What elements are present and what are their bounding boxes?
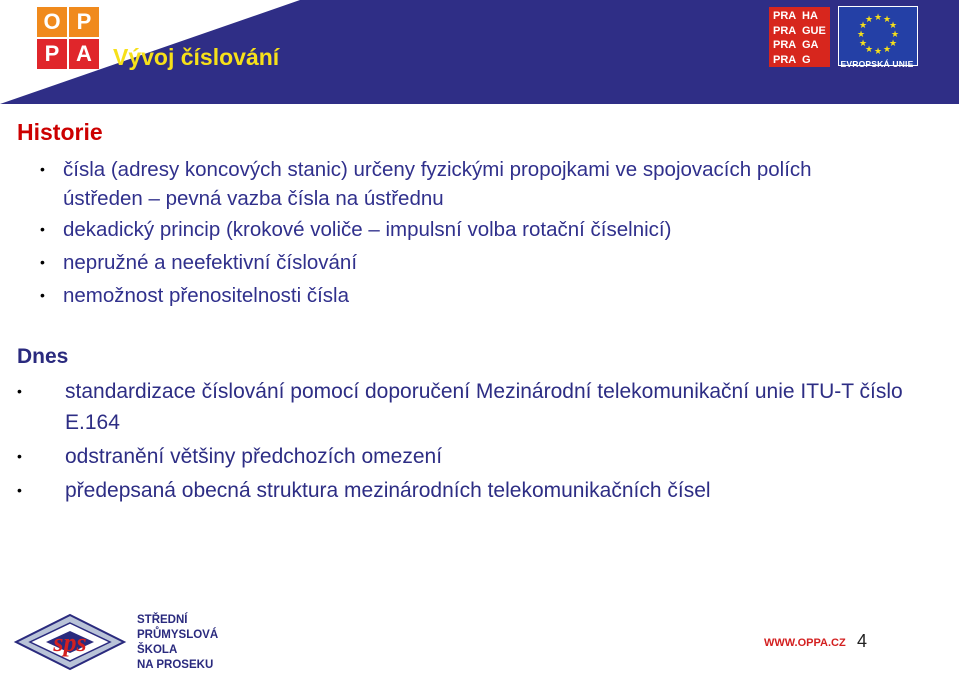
list-item-text: nepružné a neefektivní číslování: [63, 251, 358, 274]
list-item-text: čísla (adresy koncových stanic) určeny fyzickými propojkami ve spojovacích polích ústředen – pevná vazba čísla na ústřednu: [63, 158, 812, 210]
svg-text:★: ★: [882, 45, 892, 55]
footer-url-link[interactable]: WWW.OPPA.CZ: [764, 637, 846, 649]
bullet-icon: •: [17, 482, 22, 498]
eu-flag-icon: [838, 6, 918, 66]
sps-school-logo-icon: [12, 612, 128, 672]
bullet-icon: •: [40, 287, 45, 303]
bullet-icon: •: [17, 383, 22, 399]
bullet-icon: •: [17, 448, 22, 464]
section-heading-dnes: Dnes: [17, 345, 69, 368]
school-name: STŘEDNÍ PRŮMYSLOVÁ ŠKOLA NA PROSEKU: [137, 614, 219, 671]
svg-text:★: ★: [882, 15, 892, 25]
oppa-logo-cell: A: [69, 39, 99, 69]
svg-text:★: ★: [888, 21, 898, 31]
svg-text:★: ★: [856, 30, 866, 40]
list-item: [40, 155, 860, 213]
list-item-text: odstranění většiny předchozích omezení: [65, 445, 443, 468]
page-number: 4: [857, 631, 868, 651]
historie-list: [40, 155, 860, 312]
praha-logo-col1: PRA PRA PRA PRA: [773, 10, 797, 66]
svg-text:★: ★: [890, 30, 900, 40]
list-item-text: dekadický princip (krokové voliče – impulsní volba rotační číselnicí): [63, 218, 672, 241]
list-item: [15, 441, 955, 472]
bullet-icon: •: [40, 254, 45, 270]
svg-text:★: ★: [864, 45, 874, 55]
list-item: [40, 246, 860, 279]
bullet-icon: •: [40, 221, 45, 237]
dnes-list: [15, 376, 955, 509]
list-item-text: nemožnost přenositelnosti čísla: [63, 284, 350, 307]
praha-logo: [769, 7, 830, 67]
svg-text:★: ★: [864, 15, 874, 25]
svg-text:★: ★: [873, 13, 883, 23]
oppa-logo-cell: P: [69, 7, 99, 37]
svg-text:★: ★: [858, 21, 868, 31]
section-heading-historie: Historie: [17, 119, 103, 145]
oppa-logo: [37, 7, 99, 69]
list-item: [40, 279, 860, 312]
svg-text:★: ★: [858, 39, 868, 49]
oppa-logo-cell: O: [37, 7, 67, 37]
svg-text:★: ★: [873, 47, 883, 57]
svg-text:★: ★: [888, 39, 898, 49]
svg-text:sps: sps: [53, 628, 87, 657]
list-item: [40, 213, 860, 246]
list-item: [15, 376, 955, 438]
oppa-logo-cell: P: [37, 39, 67, 69]
bullet-icon: •: [40, 161, 45, 177]
list-item-text: standardizace číslování pomocí doporučení Mezinárodní telekomunikační unie ITU-T číslo E.164: [65, 380, 903, 434]
list-item: [15, 475, 955, 506]
list-item-text: předepsaná obecná struktura mezinárodních telekomunikačních čísel: [65, 479, 711, 502]
eu-logo-text: EVROPSKÁ UNIE: [840, 59, 914, 69]
praha-logo-col2: HA GUE GA G: [802, 10, 826, 66]
slide-title: Vývoj číslování: [113, 44, 280, 70]
